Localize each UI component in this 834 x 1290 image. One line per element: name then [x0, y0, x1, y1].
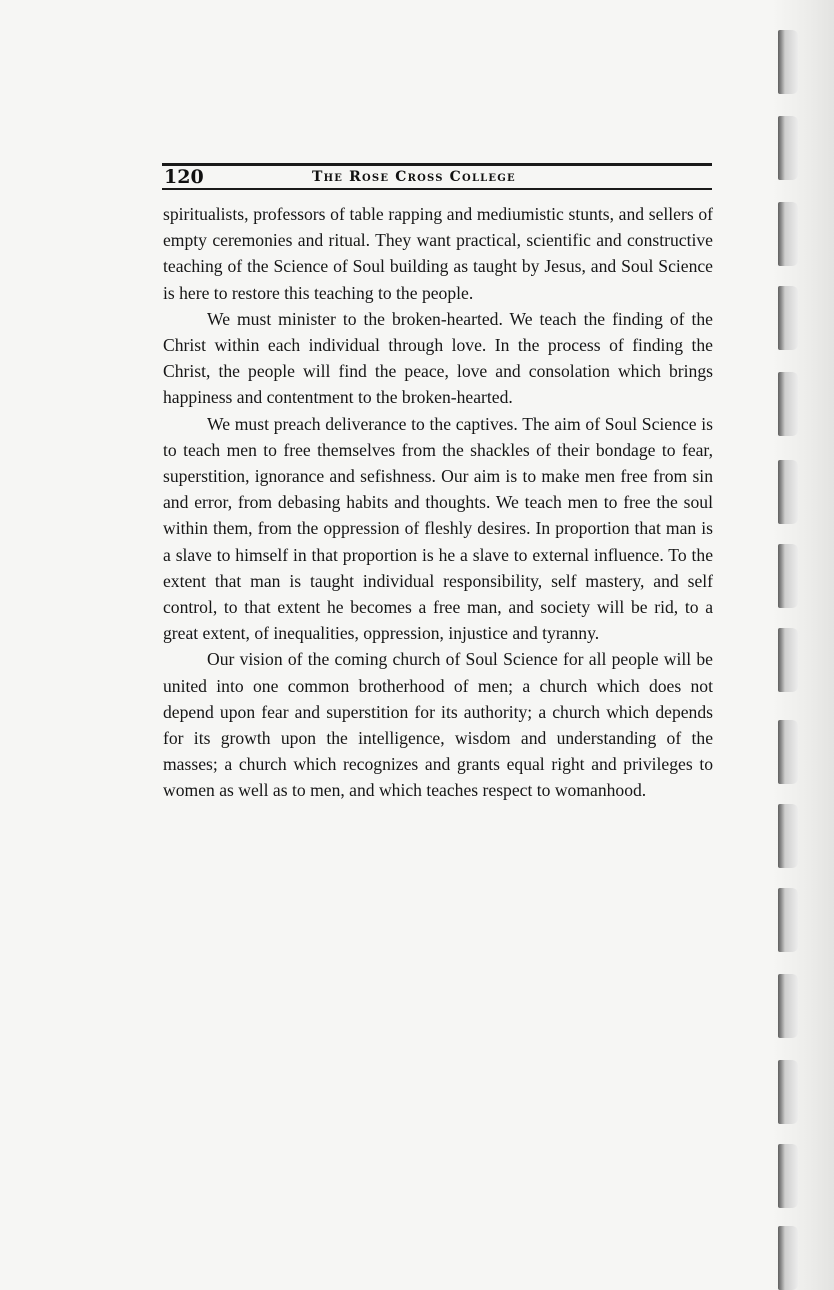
body-text [163, 201, 713, 804]
binding-hole-icon [778, 974, 798, 1038]
paragraph-continuation: spiritualists, professors of table rapping and mediumistic stunts, and sellers of empty ceremonies and ritual. They want practical, scientific and constructive teaching of the Science of Soul building as taught by Jesus, and Soul Science is here to restore this teaching to the people. [163, 204, 713, 303]
binding-hole-icon [778, 116, 798, 180]
binding-hole-icon [778, 202, 798, 266]
header-rule-top [162, 163, 712, 166]
spiral-binding [778, 30, 810, 1270]
binding-hole-icon [778, 1226, 798, 1290]
paragraph-deliverance: We must preach deliverance to the captives. The aim of Soul Science is to teach men to free themselves from the shackles of their bondage to fear, superstition, ignorance and sefishness. Our aim is to make men free from sin and error, from debasing habits and thoughts. We teach men to free the soul within them, from the oppression of fleshly desires. In proportion that man is a slave to himself in that proportion is he a slave to external influence. To the extent that man is taught individual responsibility, self mastery, and self control, to that extent he becomes a free man, and society will be rid, to a great extent, of inequalities, oppression, injustice and tyranny. [163, 413, 713, 644]
paragraph-broken-hearted: We must minister to the broken-hearted. We teach the finding of the Christ within each individual through love. In the process of finding the Christ, the people will find the peace, love and consolation which brings happiness and contentment to the broken-hearted. [163, 308, 713, 408]
binding-hole-icon [778, 286, 798, 350]
binding-hole-icon [778, 460, 798, 524]
running-header [162, 163, 712, 191]
binding-hole-icon [778, 804, 798, 868]
page-number: 120 [164, 166, 204, 188]
binding-hole-icon [778, 1144, 798, 1208]
paragraph-vision: Our vision of the coming church of Soul Science for all people will be united into one common brotherhood of men; a church which does not depend upon fear and superstition for its authority; a church which depends for its growth upon the intelligence, wisdom and understanding of the masses; a church which recognizes and grants equal right and privileges to women as well as to men, and which teaches respect to womanhood. [163, 649, 713, 801]
binding-hole-icon [778, 628, 798, 692]
header-rule-bottom [162, 188, 712, 190]
binding-hole-icon [778, 888, 798, 952]
running-title: The Rose Cross College [312, 169, 516, 185]
binding-hole-icon [778, 544, 798, 608]
binding-hole-icon [778, 372, 798, 436]
binding-hole-icon [778, 1060, 798, 1124]
binding-hole-icon [778, 30, 798, 94]
binding-hole-icon [778, 720, 798, 784]
